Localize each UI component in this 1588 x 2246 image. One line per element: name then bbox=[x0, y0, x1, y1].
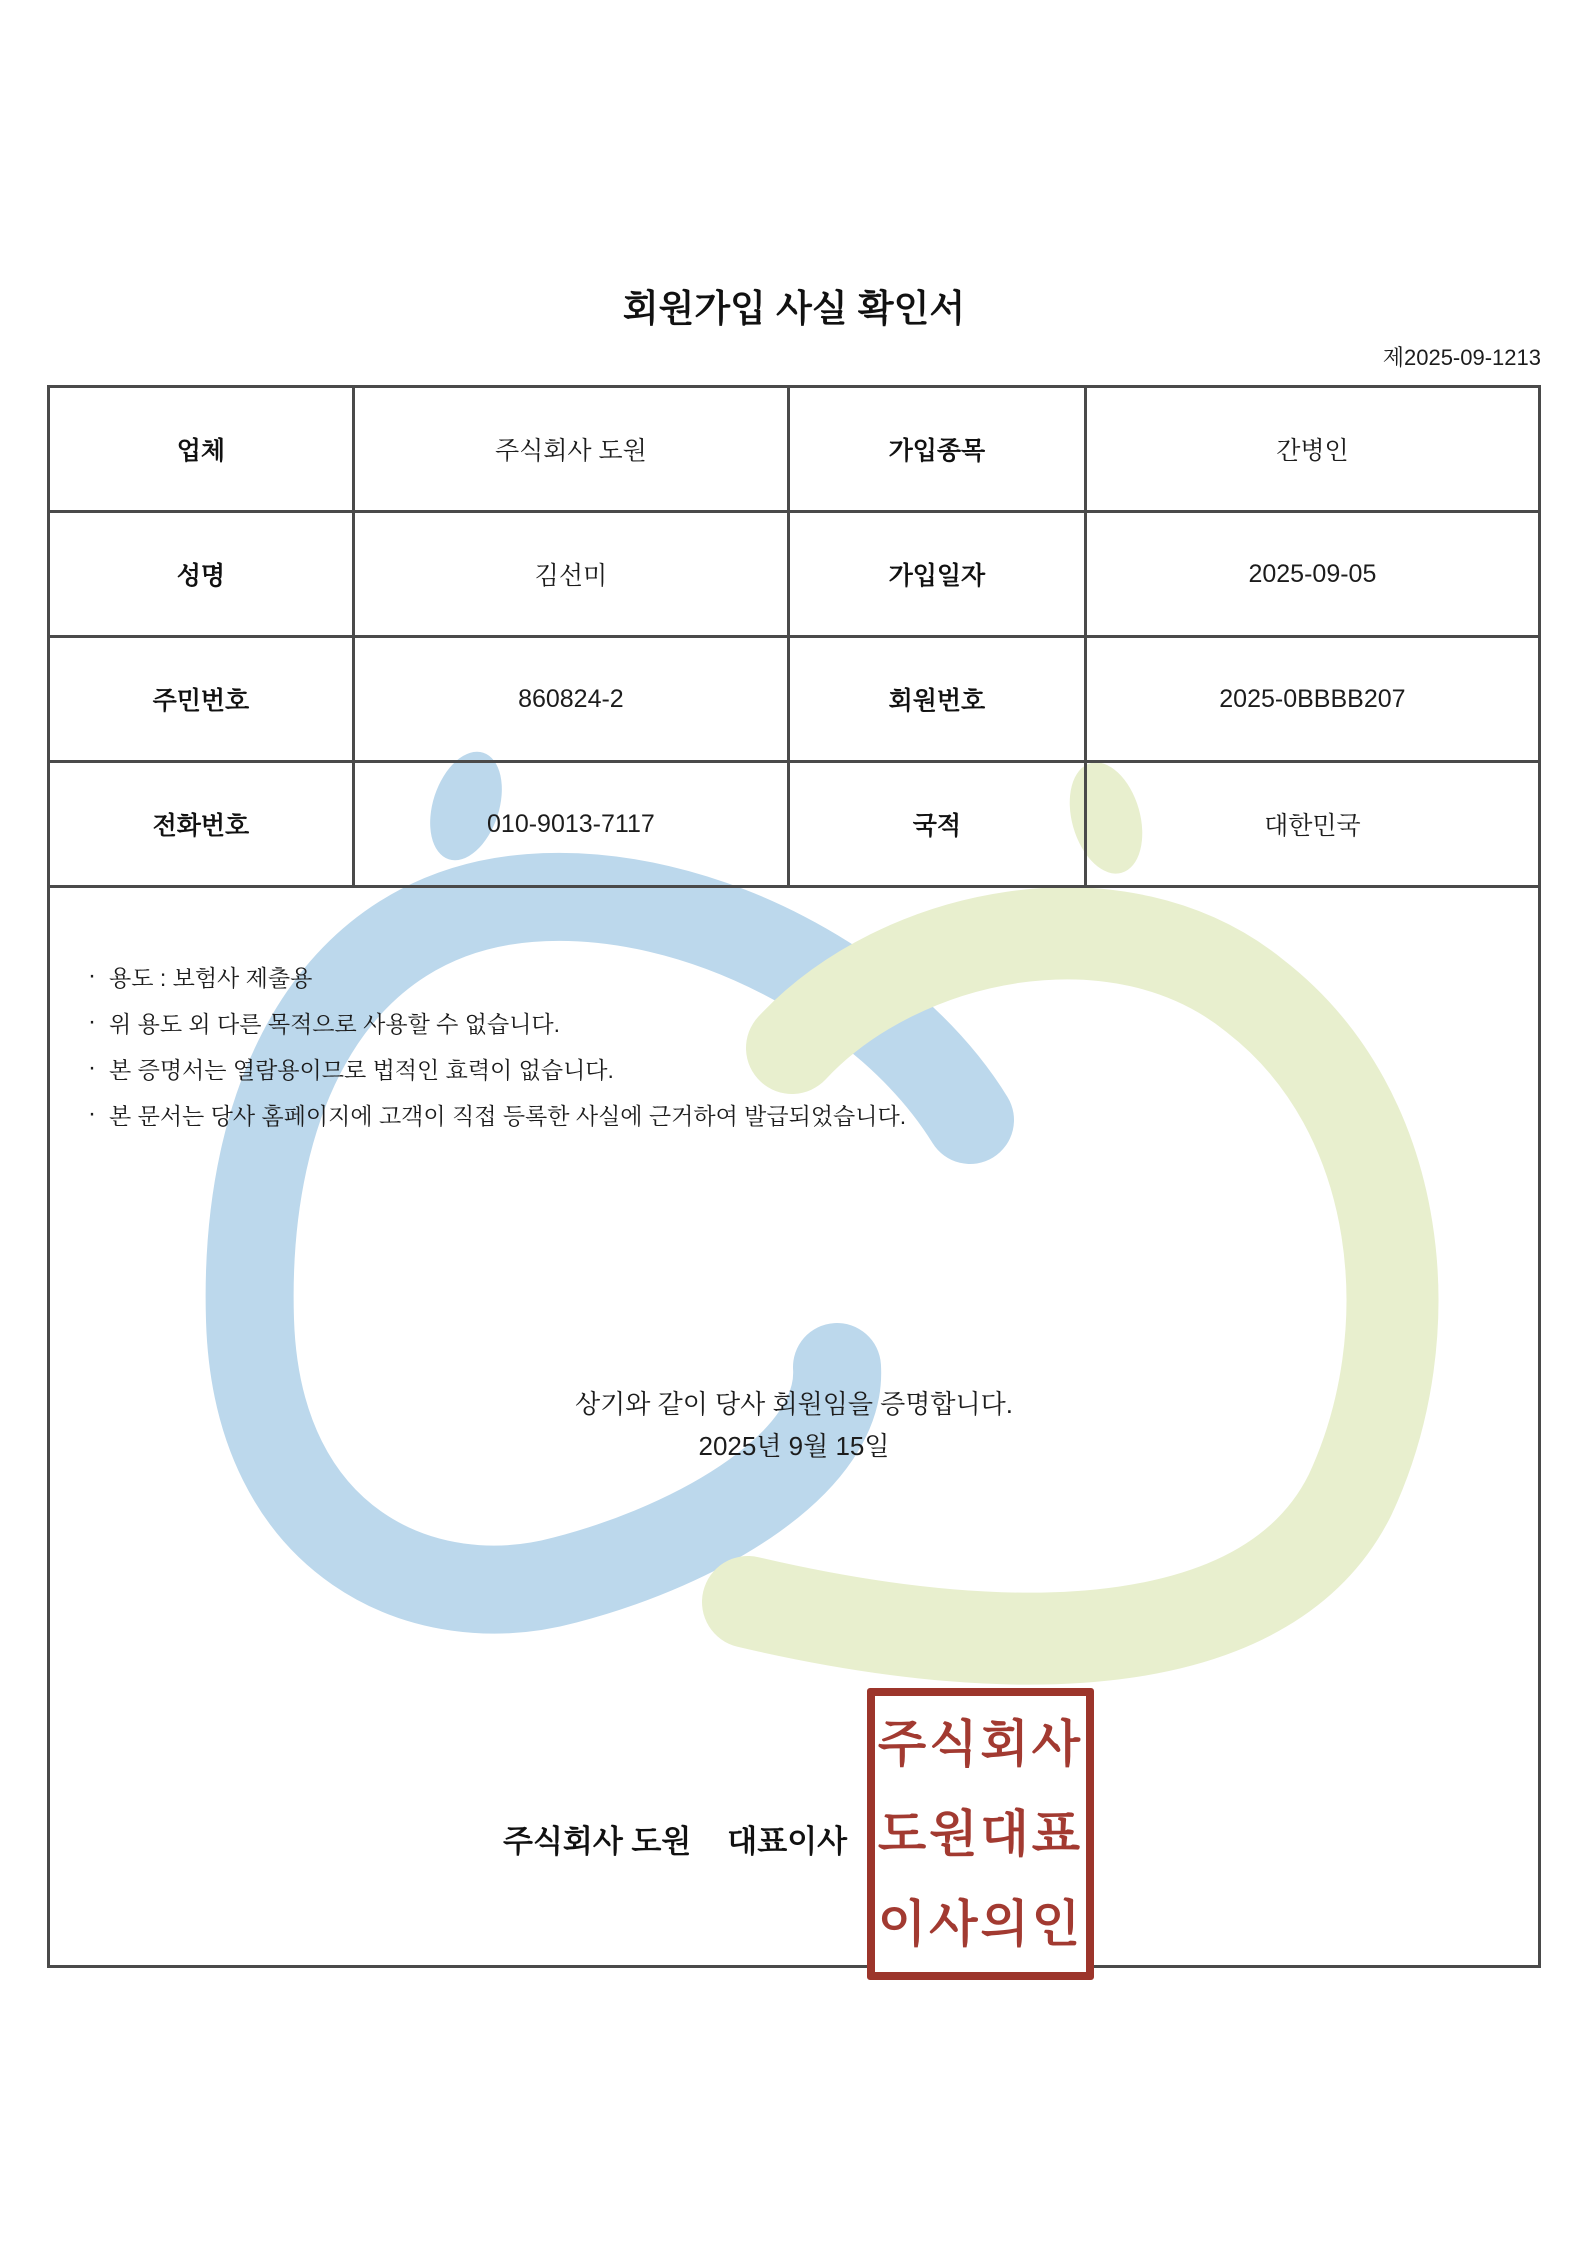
signature-line bbox=[503, 1816, 847, 1861]
cell-value-member-number: 2025-0BBBB207 bbox=[1084, 638, 1538, 763]
document-number: 제2025-09-1213 bbox=[1382, 345, 1541, 370]
cell-value-join-date: 2025-09-05 bbox=[1084, 513, 1538, 638]
cell-label-company: 업체 bbox=[50, 388, 352, 513]
certificate-body-frame bbox=[47, 385, 1541, 1968]
cell-label-name: 성명 bbox=[50, 513, 352, 638]
cell-label-phone: 전화번호 bbox=[50, 763, 352, 888]
page-title: 회원가입 사실 확인서 bbox=[622, 288, 966, 329]
note-line bbox=[88, 1045, 906, 1091]
ceo-title: 대표이사 bbox=[727, 1824, 848, 1859]
note-text: 위 용도 외 다른 목적으로 사용할 수 없습니다. bbox=[109, 1010, 561, 1037]
cell-value-nationality: 대한민국 bbox=[1084, 763, 1538, 888]
note-text: 본 증명서는 열람용이므로 법적인 효력이 없습니다. bbox=[109, 1056, 614, 1083]
cell-label-join-type: 가입종목 bbox=[787, 388, 1084, 513]
company-name: 주식회사 도원 bbox=[503, 1824, 692, 1859]
cell-value-name: 김선미 bbox=[352, 513, 787, 638]
info-table bbox=[50, 388, 1538, 888]
note-text: 본 문서는 당사 홈페이지에 고객이 직접 등록한 사실에 근거하여 발급되었습니다. bbox=[109, 1102, 907, 1129]
cell-value-resident-id: 860824-2 bbox=[352, 638, 787, 763]
bullet-icon: · bbox=[88, 962, 96, 989]
statement-line-1: 상기와 같이 당사 회원임을 증명합니다. bbox=[575, 1389, 1013, 1419]
bullet-icon: · bbox=[88, 1008, 96, 1035]
note-line bbox=[88, 953, 906, 999]
cell-label-member-number: 회원번호 bbox=[787, 638, 1084, 763]
cell-label-join-date: 가입일자 bbox=[787, 513, 1084, 638]
corporate-seal bbox=[867, 1688, 1094, 1980]
bullet-icon: · bbox=[88, 1054, 96, 1081]
certification-statement bbox=[50, 1383, 1538, 1467]
cell-label-nationality: 국적 bbox=[787, 763, 1084, 888]
cell-value-phone: 010-9013-7117 bbox=[352, 763, 787, 888]
cell-label-resident-id: 주민번호 bbox=[50, 638, 352, 763]
bullet-icon: · bbox=[88, 1100, 96, 1127]
cell-value-company: 주식회사 도원 bbox=[352, 388, 787, 513]
note-line bbox=[88, 1091, 906, 1137]
note-text: 용도 : 보험사 제출용 bbox=[109, 964, 313, 991]
note-line bbox=[88, 999, 906, 1045]
seal-row: 도원대표 bbox=[877, 1806, 1084, 1862]
seal-row: 이사의인 bbox=[877, 1896, 1084, 1952]
statement-line-2: 2025년 9월 15일 bbox=[698, 1431, 890, 1461]
cell-value-join-type: 간병인 bbox=[1084, 388, 1538, 513]
notes-list bbox=[88, 953, 906, 1137]
seal-row: 주식회사 bbox=[877, 1716, 1084, 1772]
